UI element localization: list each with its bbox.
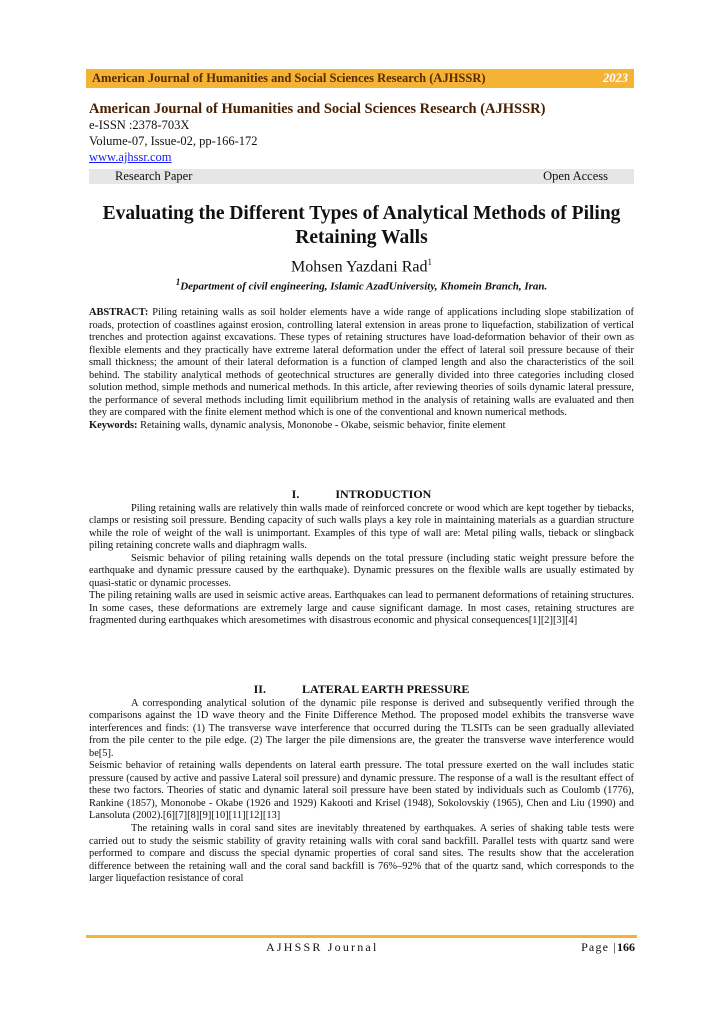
author: [86, 257, 637, 276]
volume-issue: Volume-07, Issue-02, pp-166-172: [89, 134, 258, 148]
author-name: Mohsen Yazdani Rad: [291, 258, 428, 276]
author-sup: 1: [427, 257, 432, 267]
paper-type-bar: [89, 169, 634, 184]
section-number: II.: [253, 682, 266, 696]
affiliation-sup: 1: [175, 277, 181, 287]
paragraph: Seismic behavior of retaining walls dependents on lateral earth pressure. The total pressure exerted on the wall includes static pressure (caused by active and passive Lateral soil pressure) and dynamic pressure. The response of a wall is the resultant effect of these two factors. Theories of static and dynamic lateral soil pressure have been stated by individuals such as Coulomb (1776), Rankine (1857), Mononobe - Okabe (1926 and 1929) Kakooti and Krisel (1948), Sokolovskiy (1965), Chen and Liu (1990) and Lansoluta (2002).[6][7][8][9][10][11][12][13]: [89, 760, 634, 822]
paper-type: Research Paper: [115, 169, 193, 183]
journal-title: American Journal of Humanities and Social Sciences Research (AJHSSR): [89, 101, 546, 117]
paragraph: Seismic behavior of piling retaining walls depends on the total pressure (including static weight pressure before the earthquake and dynamic pressure caused by the earthquake). Dynamic pressures on the flexible walls are usually estimated by quasi-static or dynamic processes.: [89, 552, 634, 589]
section-title: LATERAL EARTH PRESSURE: [301, 682, 470, 696]
affiliation-text: Department of civil engineering, Islamic AzadUniversity, Khomein Branch, Iran.: [180, 280, 548, 293]
keywords-label: Keywords:: [89, 419, 138, 431]
header-year: 2023: [603, 71, 628, 85]
issn: e-ISSN :2378-703X: [89, 118, 190, 132]
page-number: 166: [617, 940, 635, 954]
section-number: I.: [291, 487, 300, 501]
section-heading: [89, 488, 634, 501]
section-introduction: [89, 488, 634, 628]
page-label: Page |: [581, 940, 617, 954]
affiliation: [86, 277, 637, 293]
footer-divider: [86, 935, 637, 938]
paragraph: Piling retaining walls are relatively thin walls made of reinforced concrete or wood which are kept together by tiebacks, clamps or resisting soil pressure. Bending capacity of such walls plays a key role in maintaining materials as a guardian structure while the role of weight of the wall is unimportant. Examples of this type of wall are: Metal piling walls, tieback or slingback piling retaining concrete walls and diaphragm walls.: [89, 502, 634, 552]
abstract: [89, 307, 634, 420]
paragraph: The piling retaining walls are used in seismic active areas. Earthquakes can lead to permanent deformations of retaining structures. In some cases, these deformations are extremely large and cause significant damage. In most cases, retaining structures are fragmented during earthquakes which aresometimes with disastrous economic and physical consequences[1][2][3][4]: [89, 590, 634, 627]
paragraph: A corresponding analytical solution of the dynamic pile response is derived and subsequently verified through the comparisons against the 1D wave theory and the Finite Difference Method. The proposed model exhibits the transverse wave interferences and finds: (1) The transverse wave interference that occurred during the TLSITs can be seen gradually alleviated from the pile center to the pile edge. (2) The larger the pile dimensions are, the greater the transverse wave interference would be[5].: [89, 697, 634, 759]
footer-page: [581, 940, 635, 955]
header-journal-name: American Journal of Humanities and Social Sciences Research (AJHSSR): [92, 71, 486, 85]
running-header: [86, 69, 634, 88]
access-type: Open Access: [543, 169, 608, 183]
section-lateral-earth-pressure: [89, 683, 634, 886]
keywords-text: Retaining walls, dynamic analysis, Mononobe - Okabe, seismic behavior, finite element: [137, 419, 506, 431]
page-footer: [86, 940, 637, 958]
journal-website-link[interactable]: www.ajhssr.com: [89, 150, 172, 164]
section-heading: [89, 683, 634, 696]
section-title: INTRODUCTION: [335, 487, 432, 501]
abstract-text: Piling retaining walls as soil holder elements have a wide range of applications including slope stabilization of roads, protection of coastlines against erosion, controlling lateral extension in areas prone to liquefaction, stabilization of vertical trenches and protection against excavations. These types of retaining structures have load-deformation behavior of their own as flexible elements and they practically have extreme lateral deformation under the effect of lateral soil pressure because of their small thickness; the amount of their lateral deformation is a function of clamped length and also the characteristics of the soil behind. The stability analytical methods of geotechnical structures are generally divided into three categories including closed solution method, simple methods and numerical methods. In this article, after reviewing theories of soils dynamic lateral pressure, the performance of several methods including limit equilibrium method in the analysis of retaining walls are evaluated and then they are compared with the finite element method which is one of the conventional and known numerical methods.: [89, 307, 634, 419]
keywords: [89, 420, 634, 433]
abstract-label: ABSTRACT:: [89, 307, 149, 318]
paragraph: The retaining walls in coral sand sites are inevitably threatened by earthquakes. A series of shaking table tests were carried out to study the seismic stability of gravity retaining walls with coral sand backfill. Parallel tests with quartz sand were performed to compare and discuss the special dynamic properties of coral sand sites. The results show that the acceleration difference between the retaining wall and the coral sand backfill is 76%–92% that of the quartz sand, which corresponds to the larger liquefaction resistance of coral: [89, 823, 634, 885]
paper-title: Evaluating the Different Types of Analytical Methods of Piling Retaining Walls: [102, 203, 621, 248]
abstract-block: [89, 307, 634, 432]
footer-journal: AJHSSR Journal: [266, 940, 379, 954]
journal-meta: [89, 101, 634, 165]
